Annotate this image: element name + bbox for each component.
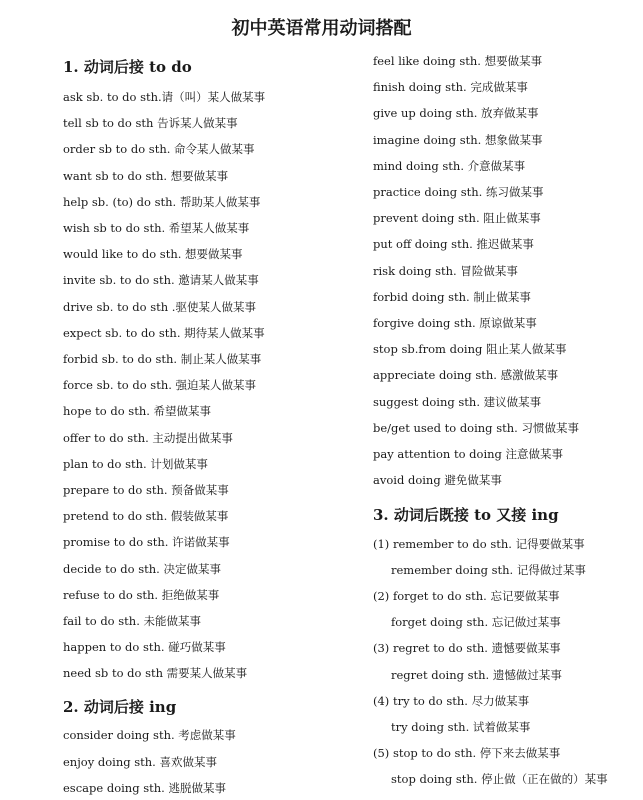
list-item: mind doing sth. 介意做某事 xyxy=(373,158,526,173)
list-item: put off doing sth. 推迟做某事 xyxy=(373,237,534,252)
list-item: (5) stop to do sth. 停下来去做某事 xyxy=(373,745,561,760)
list-item: forgive doing sth. 原谅做某事 xyxy=(373,316,537,330)
list-item: feel like doing sth. 想要做某事 xyxy=(373,54,543,68)
section-heading-1: 1. 动词后接 to do xyxy=(63,58,192,76)
list-item: consider doing sth. 考虑做某事 xyxy=(63,728,236,742)
list-item: invite sb. to do sth. 邀请某人做某事 xyxy=(63,273,259,288)
list-item: stop doing sth. 停止做（正在做的）某事 xyxy=(391,771,608,786)
list-item: offer to do sth. 主动提出做某事 xyxy=(63,430,233,445)
list-item: fail to do sth. 未能做某事 xyxy=(63,614,202,628)
list-item: imagine doing sth. 想象做某事 xyxy=(373,132,543,147)
list-item: need sb to do sth 需要某人做某事 xyxy=(63,666,248,681)
list-item: (4) try to do sth. 尽力做某事 xyxy=(373,693,530,708)
list-item: practice doing sth. 练习做某事 xyxy=(373,185,544,199)
list-item: expect sb. to do sth. 期待某人做某事 xyxy=(63,325,265,340)
list-item: wish sb to do sth. 希望某人做某事 xyxy=(63,221,250,235)
page-title: 初中英语常用动词搭配 xyxy=(231,18,412,39)
list-item: drive sb. to do sth .驱使某人做某事 xyxy=(63,299,256,314)
list-item: be/get used to doing sth. 习惯做某事 xyxy=(373,420,579,435)
list-item: try doing sth. 试着做某事 xyxy=(391,719,531,734)
list-item: enjoy doing sth. 喜欢做某事 xyxy=(63,754,217,769)
list-item: tell sb to do sth 告诉某人做某事 xyxy=(63,116,238,131)
list-item: prevent doing sth. 阻止做某事 xyxy=(373,211,541,226)
list-item: prepare to do sth. 预备做某事 xyxy=(63,483,229,497)
list-item: avoid doing 避免做某事 xyxy=(373,473,502,488)
list-item: hope to do sth. 希望做某事 xyxy=(63,404,212,419)
list-item: want sb to do sth. 想要做某事 xyxy=(63,168,229,183)
list-item: give up doing sth. 放弃做某事 xyxy=(373,106,539,121)
list-item: promise to do sth. 许诺做某事 xyxy=(63,535,230,550)
list-item: pretend to do sth. 假装做某事 xyxy=(63,509,229,524)
list-item: force sb. to do sth. 强迫某人做某事 xyxy=(63,378,257,393)
list-item: remember doing sth. 记得做过某事 xyxy=(391,563,586,578)
list-item: happen to do sth. 碰巧做某事 xyxy=(63,640,226,655)
section-heading-3: 3. 动词后既接 to 又接 ing xyxy=(373,506,559,524)
list-item: forbid sb. to do sth. 制止某人做某事 xyxy=(63,352,262,366)
list-item: refuse to do sth. 拒绝做某事 xyxy=(63,587,220,602)
list-item: order sb to do sth. 命令某人做某事 xyxy=(63,142,255,157)
list-item: plan to do sth. 计划做某事 xyxy=(63,456,208,471)
list-item: (2) forget to do sth. 忘记要做某事 xyxy=(373,589,560,604)
list-item: would like to do sth. 想要做某事 xyxy=(63,247,243,262)
list-item: finish doing sth. 完成做某事 xyxy=(373,80,528,95)
list-item: help sb. (to) do sth. 帮助某人做某事 xyxy=(63,194,261,209)
list-item: (3) regret to do sth. 遗憾要做某事 xyxy=(373,641,561,656)
list-item: decide to do sth. 决定做某事 xyxy=(63,561,221,576)
list-item: appreciate doing sth. 感激做某事 xyxy=(373,368,559,383)
list-item: (1) remember to do sth. 记得要做某事 xyxy=(373,537,585,551)
list-item: stop sb.from doing 阻止某人做某事 xyxy=(373,342,567,357)
list-item: forget doing sth. 忘记做过某事 xyxy=(391,615,561,630)
list-item: regret doing sth. 遗憾做过某事 xyxy=(391,667,562,682)
list-item: ask sb. to do sth.请（叫）某人做某事 xyxy=(63,90,266,104)
list-item: forbid doing sth. 制止做某事 xyxy=(373,289,531,304)
list-item: pay attention to doing 注意做某事 xyxy=(373,447,564,461)
list-item: suggest doing sth. 建议做某事 xyxy=(373,394,542,409)
list-item: escape doing sth. 逃脱做某事 xyxy=(63,781,226,795)
section-heading-2: 2. 动词后接 ing xyxy=(63,698,177,716)
list-item: risk doing sth. 冒险做某事 xyxy=(373,263,518,278)
